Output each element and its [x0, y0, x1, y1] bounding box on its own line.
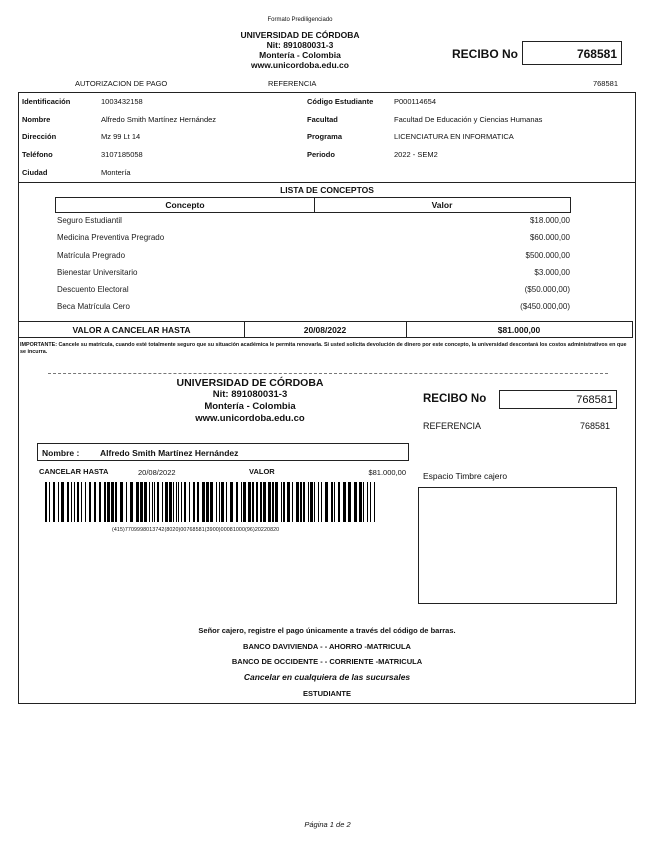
barcode-bar — [308, 482, 309, 522]
barcode-bar — [58, 482, 59, 522]
barcode-text: (415)7709998013742(8020)00768581(3900)00081000(96)20220820 — [112, 527, 280, 533]
barcode-bar — [252, 482, 254, 522]
total-label: VALOR A CANCELAR HASTA — [72, 325, 191, 335]
concept-name: Beca Matrícula Cero — [57, 302, 130, 311]
concept-value: $500.000,00 — [525, 251, 570, 260]
barcode-bar — [354, 482, 357, 522]
concept-value: $60.000,00 — [529, 233, 570, 242]
barcode-bar — [210, 482, 213, 522]
barcode-bar — [157, 482, 159, 522]
barcode-bar — [221, 482, 224, 522]
autorizacion-label: AUTORIZACION DE PAGO — [75, 79, 168, 88]
barcode-bar — [226, 482, 227, 522]
info-value: 2022 - SEM2 — [394, 150, 438, 159]
concept-name: Bienestar Universitario — [57, 268, 138, 277]
info-value: Mz 99 Lt 14 — [101, 132, 141, 141]
barcode-bar — [107, 482, 110, 522]
total-row — [18, 321, 633, 338]
barcode-bar — [363, 482, 364, 522]
university-nit: Nit: 891080031-3 — [266, 40, 334, 50]
barcode-bar — [236, 482, 238, 522]
barcode-bar — [343, 482, 346, 522]
info-value: 3107185058 — [101, 150, 143, 159]
barcode-bar — [338, 482, 340, 522]
barcode-bar — [61, 482, 64, 522]
concept-name: Seguro Estudiantil — [57, 216, 122, 225]
stub-name-box — [37, 443, 409, 461]
barcode-bar — [241, 482, 242, 522]
concepts-title: LISTA DE CONCEPTOS — [280, 185, 374, 195]
divider — [18, 182, 636, 183]
barcode-bar — [268, 482, 271, 522]
footer-line-2: BANCO DAVIVIENDA - - AHORRO -MATRICULA — [243, 642, 411, 651]
barcode-bar — [149, 482, 150, 522]
stub-website: www.unicordoba.edu.co — [195, 413, 305, 424]
stub-nombre-label: Nombre : — [42, 448, 80, 458]
stub-referencia-value: 768581 — [579, 421, 610, 431]
barcode-bar — [256, 482, 258, 522]
barcode-bar — [248, 482, 251, 522]
barcode-bar — [104, 482, 106, 522]
barcode-bar — [130, 482, 133, 522]
stub-recibo-number: 768581 — [576, 394, 613, 406]
barcode-bar — [219, 482, 220, 522]
barcode-bar — [136, 482, 139, 522]
barcode-bar — [202, 482, 205, 522]
barcode-bar — [178, 482, 179, 522]
barcode-bar — [334, 482, 335, 522]
barcode-bar — [162, 482, 163, 522]
barcode-bar — [275, 482, 278, 522]
stub-nombre-value: Alfredo Smith Martínez Hernández — [100, 448, 239, 458]
stub-cancelar-date: 20/08/2022 — [138, 468, 176, 477]
barcode-bar — [165, 482, 168, 522]
concept-name: Matrícula Pregrado — [57, 251, 126, 260]
page-number: Página 1 de 2 — [304, 820, 351, 829]
barcode-bar — [325, 482, 328, 522]
barcode-bar — [331, 482, 333, 522]
stub-cancelar-label: CANCELAR HASTA — [39, 467, 109, 476]
barcode-bar — [370, 482, 371, 522]
info-value: Montería — [101, 168, 131, 177]
barcode-bar — [292, 482, 293, 522]
barcode-bar — [287, 482, 290, 522]
concept-value: $18.000,00 — [529, 216, 570, 225]
barcode-bar — [197, 482, 199, 522]
barcode-bar — [374, 482, 375, 522]
barcode-bar — [67, 482, 69, 522]
barcode-bar — [173, 482, 174, 522]
col-valor: Valor — [431, 200, 453, 210]
barcode-bar — [176, 482, 177, 522]
barcode-bar — [230, 482, 233, 522]
barcode-bar — [45, 482, 47, 522]
barcode-bar — [216, 482, 217, 522]
col-concepto: Concepto — [165, 200, 205, 210]
university-name: UNIVERSIDAD DE CÓRDOBA — [240, 30, 360, 40]
barcode-bar — [53, 482, 55, 522]
barcode-bar — [303, 482, 305, 522]
recibo-box — [522, 41, 622, 65]
barcode-bar — [154, 482, 155, 522]
info-label: Dirección — [22, 132, 57, 141]
stub-recibo-label: RECIBO No — [423, 393, 487, 405]
barcode-bar — [310, 482, 313, 522]
barcode-bar — [359, 482, 362, 522]
concept-value: ($50.000,00) — [524, 285, 570, 294]
recibo-number: 768581 — [576, 47, 617, 61]
info-label: Periodo — [307, 150, 335, 159]
barcode-bar — [189, 482, 190, 522]
university-city: Montería - Colombia — [259, 50, 341, 60]
barcode-bar — [140, 482, 143, 522]
barcode-bar — [272, 482, 274, 522]
timbre-label: Espacio Timbre cajero — [423, 471, 508, 481]
barcode-bar — [193, 482, 195, 522]
info-value: Facultad De Educación y Ciencias Humanas — [394, 115, 543, 124]
info-value: 1003432158 — [101, 97, 143, 106]
info-label: Ciudad — [22, 168, 48, 177]
timbre-box — [418, 487, 617, 604]
info-value: P000114654 — [394, 97, 436, 106]
info-label: Teléfono — [22, 150, 53, 159]
important-note: IMPORTANTE: Cancele su matrícula, cuando esté totalmente seguro que su situación académica le permita renovarla. Si usted solicita devolución de dinero por este concepto, la universidad descontará los costos administrativos en que se incurra. — [20, 342, 627, 355]
concept-value: $3.000,00 — [534, 268, 570, 277]
barcode-bar — [144, 482, 147, 522]
stub-nit: Nit: 891080031-3 — [212, 389, 288, 400]
info-label: Código Estudiante — [307, 97, 374, 106]
referencia-value: 768581 — [592, 79, 618, 88]
concept-name: Medicina Preventiva Pregrado — [57, 233, 165, 242]
barcode-bar — [348, 482, 351, 522]
info-value: Alfredo Smith Martínez Hernández — [101, 115, 217, 124]
barcode-bar — [77, 482, 79, 522]
barcode-bar — [115, 482, 117, 522]
footer-line-3: BANCO DE OCCIDENTE - - CORRIENTE -MATRICULA — [231, 657, 423, 666]
barcode-bar — [74, 482, 75, 522]
info-label: Programa — [307, 132, 343, 141]
stub-city: Montería - Colombia — [204, 401, 296, 412]
total-date: 20/08/2022 — [303, 325, 347, 335]
barcode-bar — [89, 482, 91, 522]
barcode-bar — [111, 482, 114, 522]
barcode-bar — [321, 482, 322, 522]
barcode-bar — [283, 482, 285, 522]
stub-recibo-box — [499, 390, 617, 409]
formato-label: Formato Prediligenciado — [267, 17, 333, 23]
barcode-bar — [300, 482, 302, 522]
barcode-bar — [99, 482, 101, 522]
barcode-bar — [206, 482, 209, 522]
barcode-bar — [94, 482, 96, 522]
barcode-bar — [296, 482, 299, 522]
cut-line — [48, 373, 608, 374]
info-label: Facultad — [307, 115, 338, 124]
barcode-bar — [314, 482, 315, 522]
barcode-bar — [169, 482, 172, 522]
info-label: Identificación — [22, 97, 71, 106]
barcode — [45, 482, 378, 522]
barcode-bar — [152, 482, 153, 522]
referencia-label: REFERENCIA — [268, 79, 317, 88]
barcode-bar — [126, 482, 127, 522]
barcode-bar — [184, 482, 186, 522]
barcode-bar — [281, 482, 282, 522]
stub-valor-label: VALOR — [249, 467, 275, 476]
concepts-header — [55, 197, 571, 213]
stub-valor-amount: $81.000,00 — [368, 468, 406, 477]
footer-line-5: ESTUDIANTE — [303, 689, 351, 698]
barcode-bar — [85, 482, 86, 522]
info-value: LICENCIATURA EN INFORMATICA — [394, 132, 514, 141]
stub-university: UNIVERSIDAD DE CÓRDOBA — [176, 377, 324, 389]
barcode-bar — [49, 482, 50, 522]
footer-line-1: Señor cajero, registre el pago únicamente a través del código de barras. — [198, 626, 456, 635]
barcode-bar — [71, 482, 72, 522]
concept-name: Descuento Electoral — [57, 285, 129, 294]
barcode-bar — [243, 482, 246, 522]
total-amount: $81.000,00 — [497, 325, 541, 335]
recibo-label: RECIBO No — [452, 47, 518, 61]
footer-line-4: Cancelar en cualquiera de las sucursales — [243, 672, 411, 682]
stub-referencia-label: REFERENCIA — [423, 421, 482, 431]
barcode-bar — [181, 482, 182, 522]
info-label: Nombre — [22, 115, 51, 124]
university-website: www.unicordoba.edu.co — [251, 60, 349, 70]
barcode-bar — [120, 482, 123, 522]
barcode-bar — [81, 482, 82, 522]
barcode-bar — [367, 482, 368, 522]
barcode-bar — [260, 482, 262, 522]
barcode-bar — [318, 482, 319, 522]
barcode-bar — [263, 482, 266, 522]
concept-value: ($450.000,00) — [520, 302, 570, 311]
